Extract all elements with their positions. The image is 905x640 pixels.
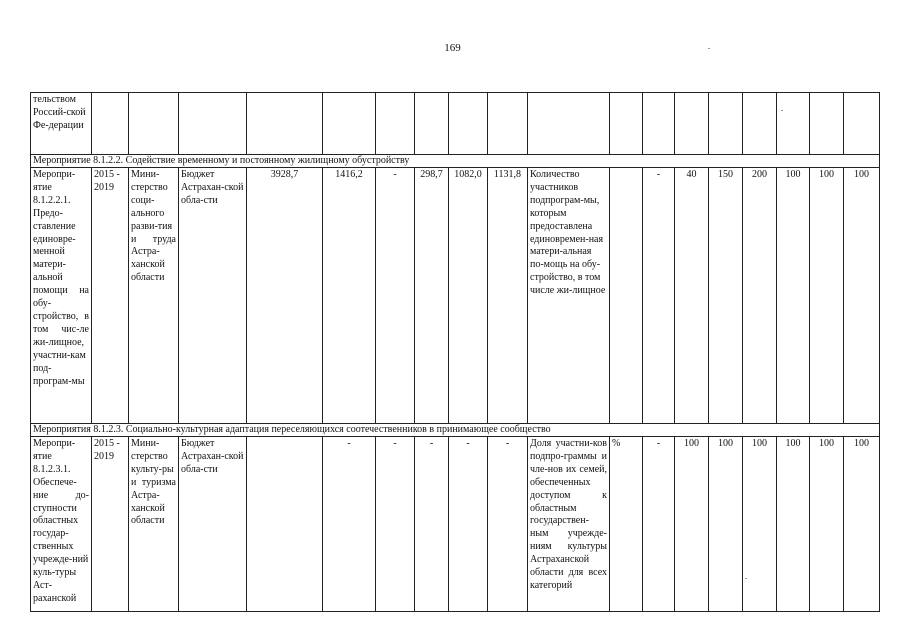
cell-2016: - [376,168,415,424]
scan-speck [708,48,710,49]
section-title-8-1-2-3: Мероприятия 8.1.2.3. Социально-культурная адаптация переселяющихся соотечественников в принимающее сообщество [31,424,880,437]
cell-empty [610,93,643,155]
cell-2017: 298,7 [415,168,449,424]
cell-unit [610,168,643,424]
scan-speck [781,110,783,111]
cell-empty [129,93,179,155]
scan-speck [745,578,747,579]
program-activities-table [30,92,880,612]
cell-activity-name: Меропри-ятие 8.1.2.3.1. Обеспече-ние до-ступности областных государ-ственных учрежде-ний куль-туры Аст-раханской [31,437,92,612]
cell-empty [247,93,323,155]
cell-empty [92,93,129,155]
cell-empty [449,93,488,155]
cell-executor: Мини-стерство культу-ры и туризма Астра-ханской области [129,437,179,612]
cell-empty [376,93,415,155]
cell-value: 150 [709,168,743,424]
cell-2018: - [449,437,488,612]
cell-base-value: - [643,437,675,612]
cell-empty [488,93,528,155]
program-table-wrapper [30,92,869,612]
cell-years: 2015 - 2019 [92,168,129,424]
cell-empty [528,93,610,155]
cell-executor: Мини-стерство соци-ального разви-тия и труда Астра-ханской области [129,168,179,424]
cell-2019: - [488,437,528,612]
cell-total [247,437,323,612]
cell-value: 40 [675,168,709,424]
cell-continued-name: тельством Россий-ской Фе-дерации [31,93,92,155]
page-number: 169 [444,42,461,54]
cell-empty [675,93,709,155]
cell-value: 200 [743,168,777,424]
cell-empty [844,93,880,155]
cell-empty [743,93,777,155]
table-row-8-1-2-2-1 [31,168,880,424]
cell-value: 100 [810,168,844,424]
cell-value: 100 [709,437,743,612]
section-header-row [31,155,880,168]
cell-funding-source: Бюджет Астрахан-ской обла-сти [179,168,247,424]
table-row-8-1-2-3-1 [31,437,880,612]
cell-activity-name: Меропри-ятие 8.1.2.2.1. Предо-ставление единовре-менной матери-альной помощи на обу-стройство, в том чис-ле жи-лищное, участни-кам под-програм-мы [31,168,92,424]
cell-empty [709,93,743,155]
cell-total: 3928,7 [247,168,323,424]
cell-empty [415,93,449,155]
cell-indicator: Количество участников подпрограм-мы, которым предоставлена единовремен-ная матери-альная по-мощь на обу-стройство, в том числе жи-лищное [528,168,610,424]
cell-empty [810,93,844,155]
cell-value: 100 [844,437,880,612]
cell-empty [179,93,247,155]
cell-2019: 1131,8 [488,168,528,424]
section-header-row [31,424,880,437]
cell-unit: % [610,437,643,612]
cell-value: 100 [777,168,810,424]
cell-empty [643,93,675,155]
cell-2015: 1416,2 [323,168,376,424]
cell-empty [777,93,810,155]
cell-2017: - [415,437,449,612]
cell-empty [323,93,376,155]
cell-years: 2015 - 2019 [92,437,129,612]
cell-value: 100 [844,168,880,424]
section-title-8-1-2-2: Мероприятие 8.1.2.2. Содействие временному и постоянному жилищному обустройству [31,155,880,168]
cell-indicator: Доля участни-ков подпро-граммы и чле-нов их семей, обеспеченных доступом к областным государствен-ным учрежде-ниям культуры Астраханской области для всех категорий [528,437,610,612]
table-row-continued [31,93,880,155]
cell-2016: - [376,437,415,612]
cell-value: 100 [810,437,844,612]
cell-value: 100 [675,437,709,612]
cell-base-value: - [643,168,675,424]
cell-value: 100 [777,437,810,612]
cell-2018: 1082,0 [449,168,488,424]
cell-value: 100 [743,437,777,612]
cell-2015: - [323,437,376,612]
cell-funding-source: Бюджет Астрахан-ской обла-сти [179,437,247,612]
